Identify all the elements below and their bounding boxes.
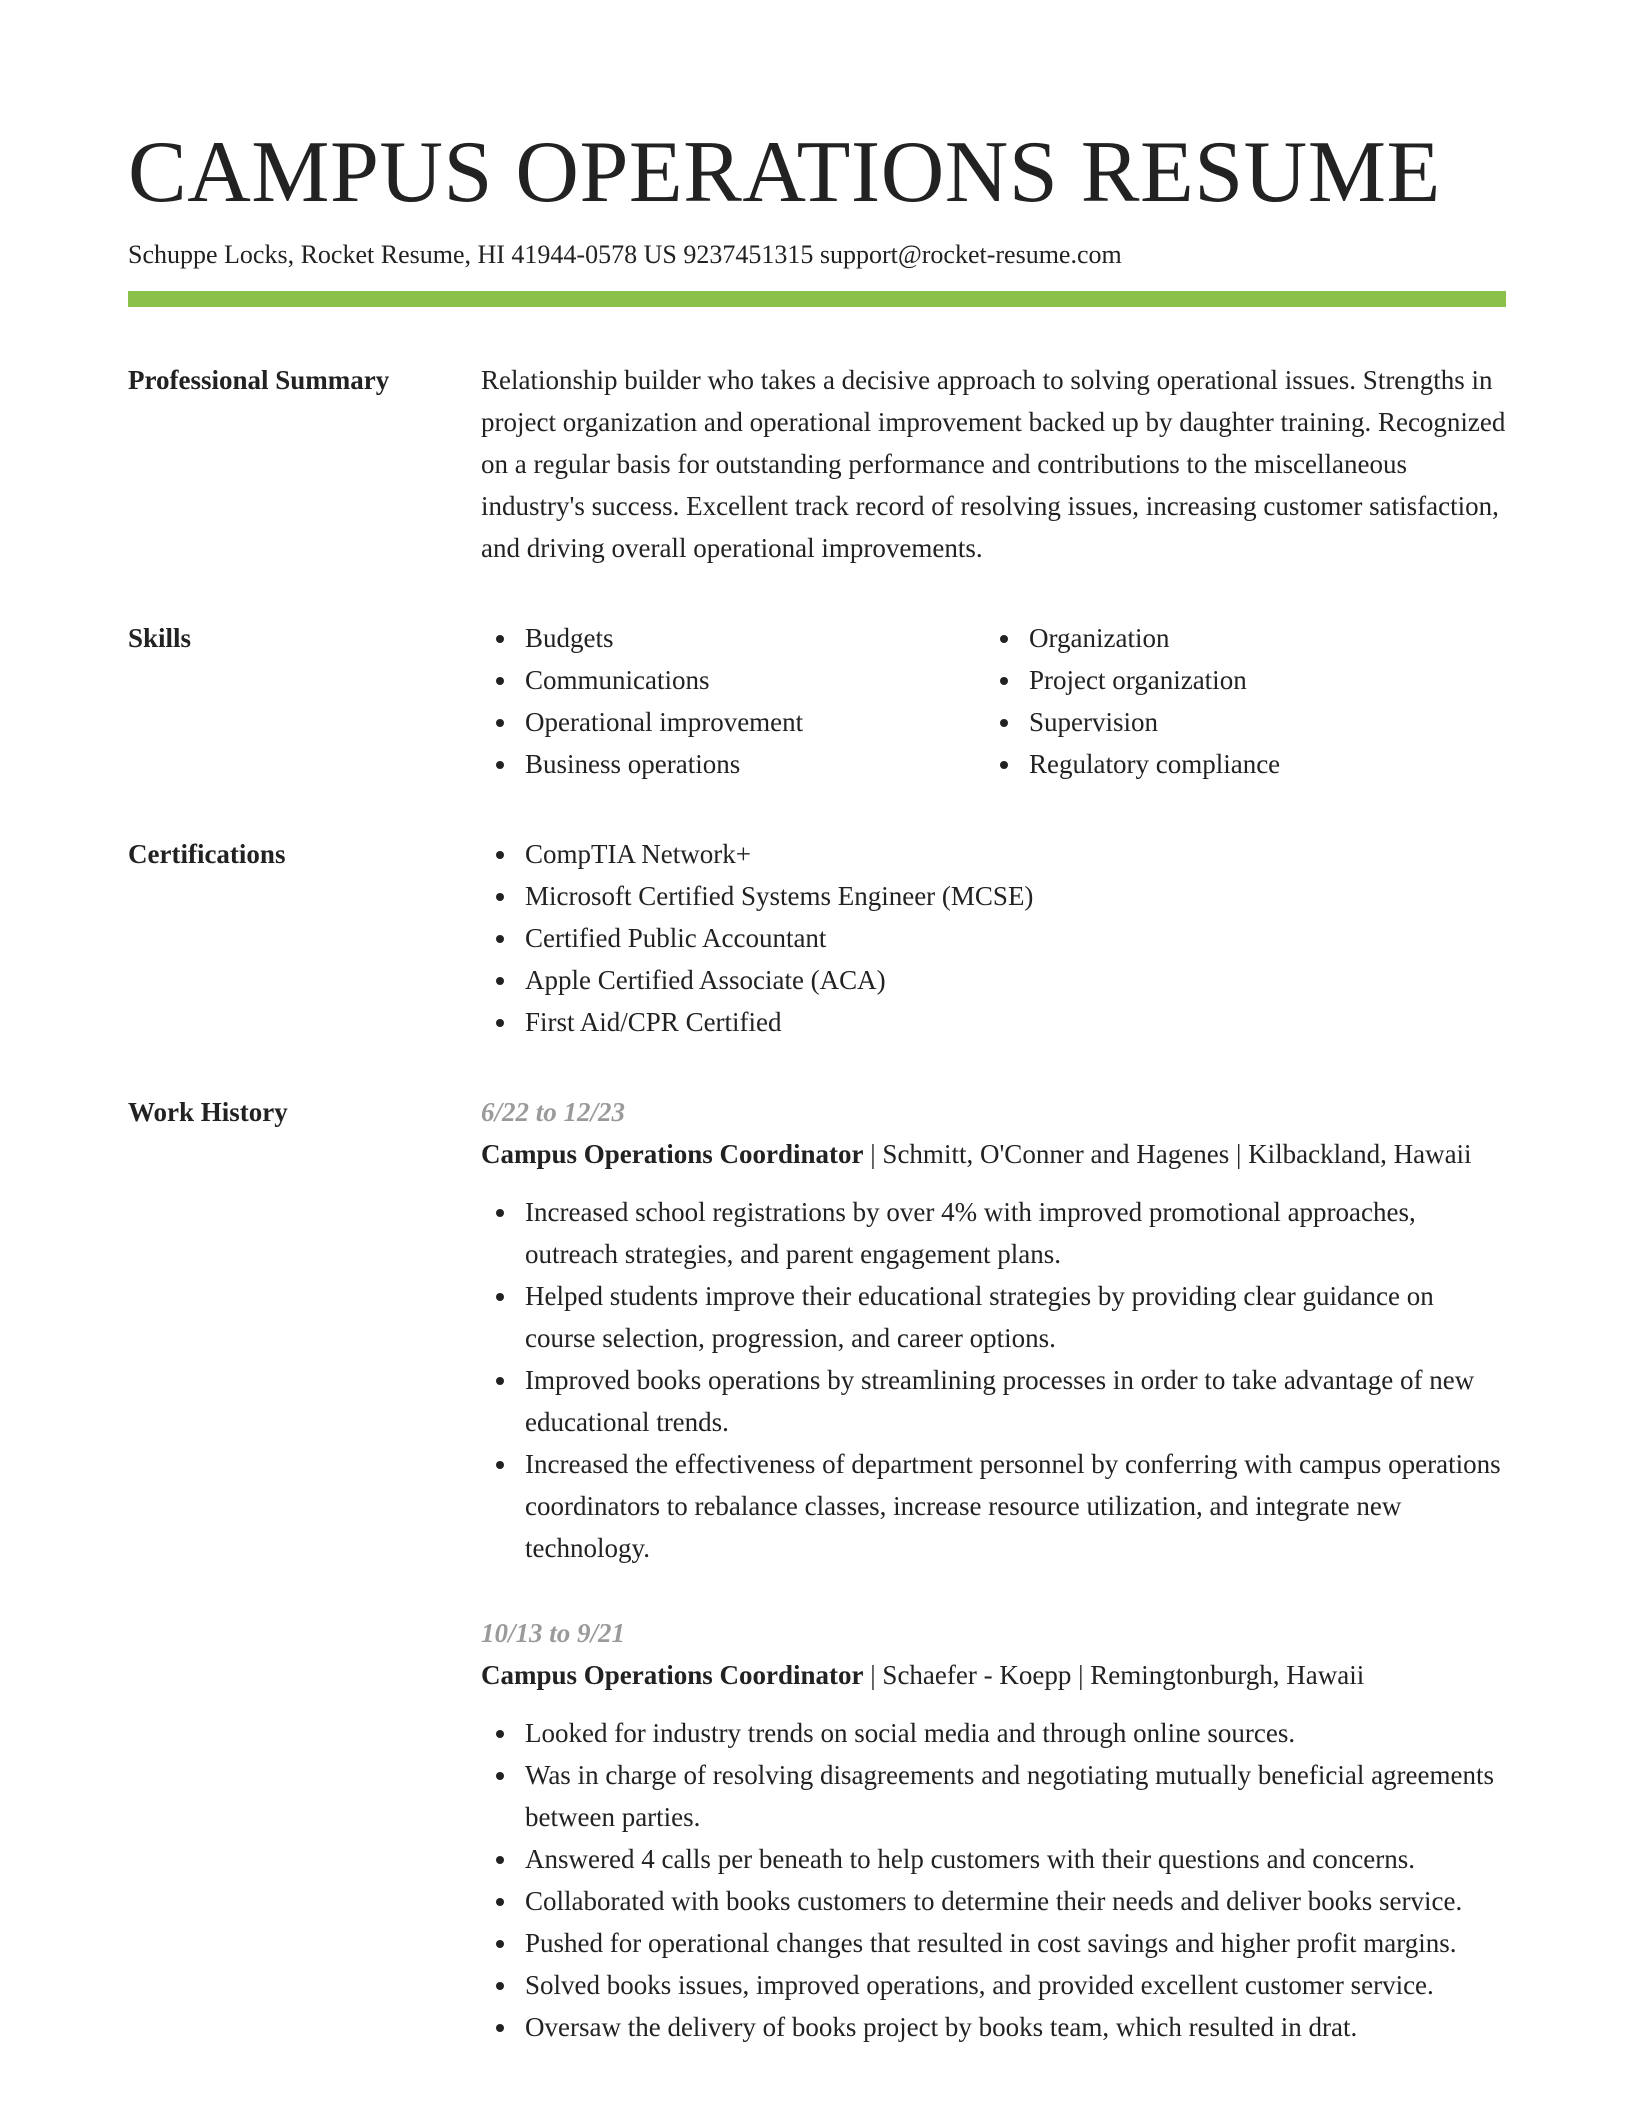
certification-item: First Aid/CPR Certified <box>481 1001 1506 1043</box>
job-dates: 10/13 to 9/21 <box>481 1618 626 1648</box>
section-skills <box>128 617 1506 785</box>
summary-body <box>481 359 1506 569</box>
job-heading <box>481 1654 1506 1696</box>
certification-item: CompTIA Network+ <box>481 833 1506 875</box>
contact-address: Schuppe Locks, Rocket Resume, HI 41944-0578 US <box>128 240 677 269</box>
certifications-body <box>481 833 1506 1043</box>
job-bullet: Was in charge of resolving disagreements and negotiating mutually beneficial agreements between parties. <box>481 1754 1506 1838</box>
summary-text: Relationship builder who takes a decisive approach to solving operational issues. Strengths in project organization and operational improvement backed up by daughter training. Recognized on a regular basis for outstanding performance and contributions to the miscellaneous industry's success. Excellent track record of resolving issues, increasing customer satisfaction, and driving overall operational improvements. <box>481 365 1506 563</box>
job-entry <box>481 1091 1506 1569</box>
header-divider <box>128 291 1506 307</box>
contact-phone: 9237451315 <box>683 240 814 269</box>
skills-column-right <box>985 617 1489 785</box>
job-bullet: Collaborated with books customers to determine their needs and deliver books service. <box>481 1880 1506 1922</box>
skills-column-left <box>481 617 985 785</box>
skill-item: Supervision <box>985 701 1489 743</box>
section-label-work-history: Work History <box>128 1097 288 1127</box>
job-bullet: Increased school registrations by over 4% with improved promotional approaches, outreach strategies, and parent engagement plans. <box>481 1191 1506 1275</box>
resume-page <box>128 118 1506 2048</box>
contact-email[interactable]: support@rocket-resume.com <box>819 240 1122 269</box>
certification-item: Apple Certified Associate (ACA) <box>481 959 1506 1001</box>
section-label-summary: Professional Summary <box>128 365 390 395</box>
certification-item: Microsoft Certified Systems Engineer (MCSE) <box>481 875 1506 917</box>
job-bullet: Increased the effectiveness of department personnel by conferring with campus operations coordinators to rebalance classes, increase resource utilization, and integrate new technology. <box>481 1443 1506 1569</box>
section-work-history <box>128 1091 1506 2048</box>
job-bullet: Answered 4 calls per beneath to help customers with their questions and concerns. <box>481 1838 1506 1880</box>
skills-grid <box>481 617 1506 785</box>
resume-title: CAMPUS OPERATIONS RESUME <box>128 124 1441 221</box>
job-details: | Schmitt, O'Conner and Hagenes | Kilbackland, Hawaii <box>863 1139 1472 1169</box>
job-bullet: Pushed for operational changes that resulted in cost savings and higher profit margins. <box>481 1922 1506 1964</box>
job-bullet-list <box>481 1712 1506 2048</box>
job-role: Campus Operations Coordinator <box>481 1139 864 1169</box>
skill-item: Regulatory compliance <box>985 743 1489 785</box>
section-label-certifications: Certifications <box>128 839 286 869</box>
skill-item: Project organization <box>985 659 1489 701</box>
skill-item: Budgets <box>481 617 985 659</box>
section-certifications <box>128 833 1506 1043</box>
skill-item: Business operations <box>481 743 985 785</box>
section-professional-summary <box>128 359 1506 569</box>
job-bullet-list <box>481 1191 1506 1569</box>
skill-item: Communications <box>481 659 985 701</box>
certification-item: Certified Public Accountant <box>481 917 1506 959</box>
section-label-skills: Skills <box>128 623 192 653</box>
job-bullet: Looked for industry trends on social media and through online sources. <box>481 1712 1506 1754</box>
contact-line <box>128 238 1506 272</box>
job-bullet: Improved books operations by streamlining processes in order to take advantage of new educational trends. <box>481 1359 1506 1443</box>
skill-item: Operational improvement <box>481 701 985 743</box>
job-details: | Schaefer - Koepp | Remingtonburgh, Hawaii <box>863 1660 1365 1690</box>
job-dates: 6/22 to 12/23 <box>481 1097 626 1127</box>
certifications-list <box>481 833 1506 1043</box>
job-bullet: Helped students improve their educational strategies by providing clear guidance on course selection, progression, and career options. <box>481 1275 1506 1359</box>
job-role: Campus Operations Coordinator <box>481 1660 864 1690</box>
work-history-body <box>481 1091 1506 2048</box>
skill-item: Organization <box>985 617 1489 659</box>
job-bullet: Solved books issues, improved operations, and provided excellent customer service. <box>481 1964 1506 2006</box>
job-heading <box>481 1133 1506 1175</box>
job-bullet: Oversaw the delivery of books project by books team, which resulted in drat. <box>481 2006 1506 2048</box>
job-entry <box>481 1612 1506 2048</box>
